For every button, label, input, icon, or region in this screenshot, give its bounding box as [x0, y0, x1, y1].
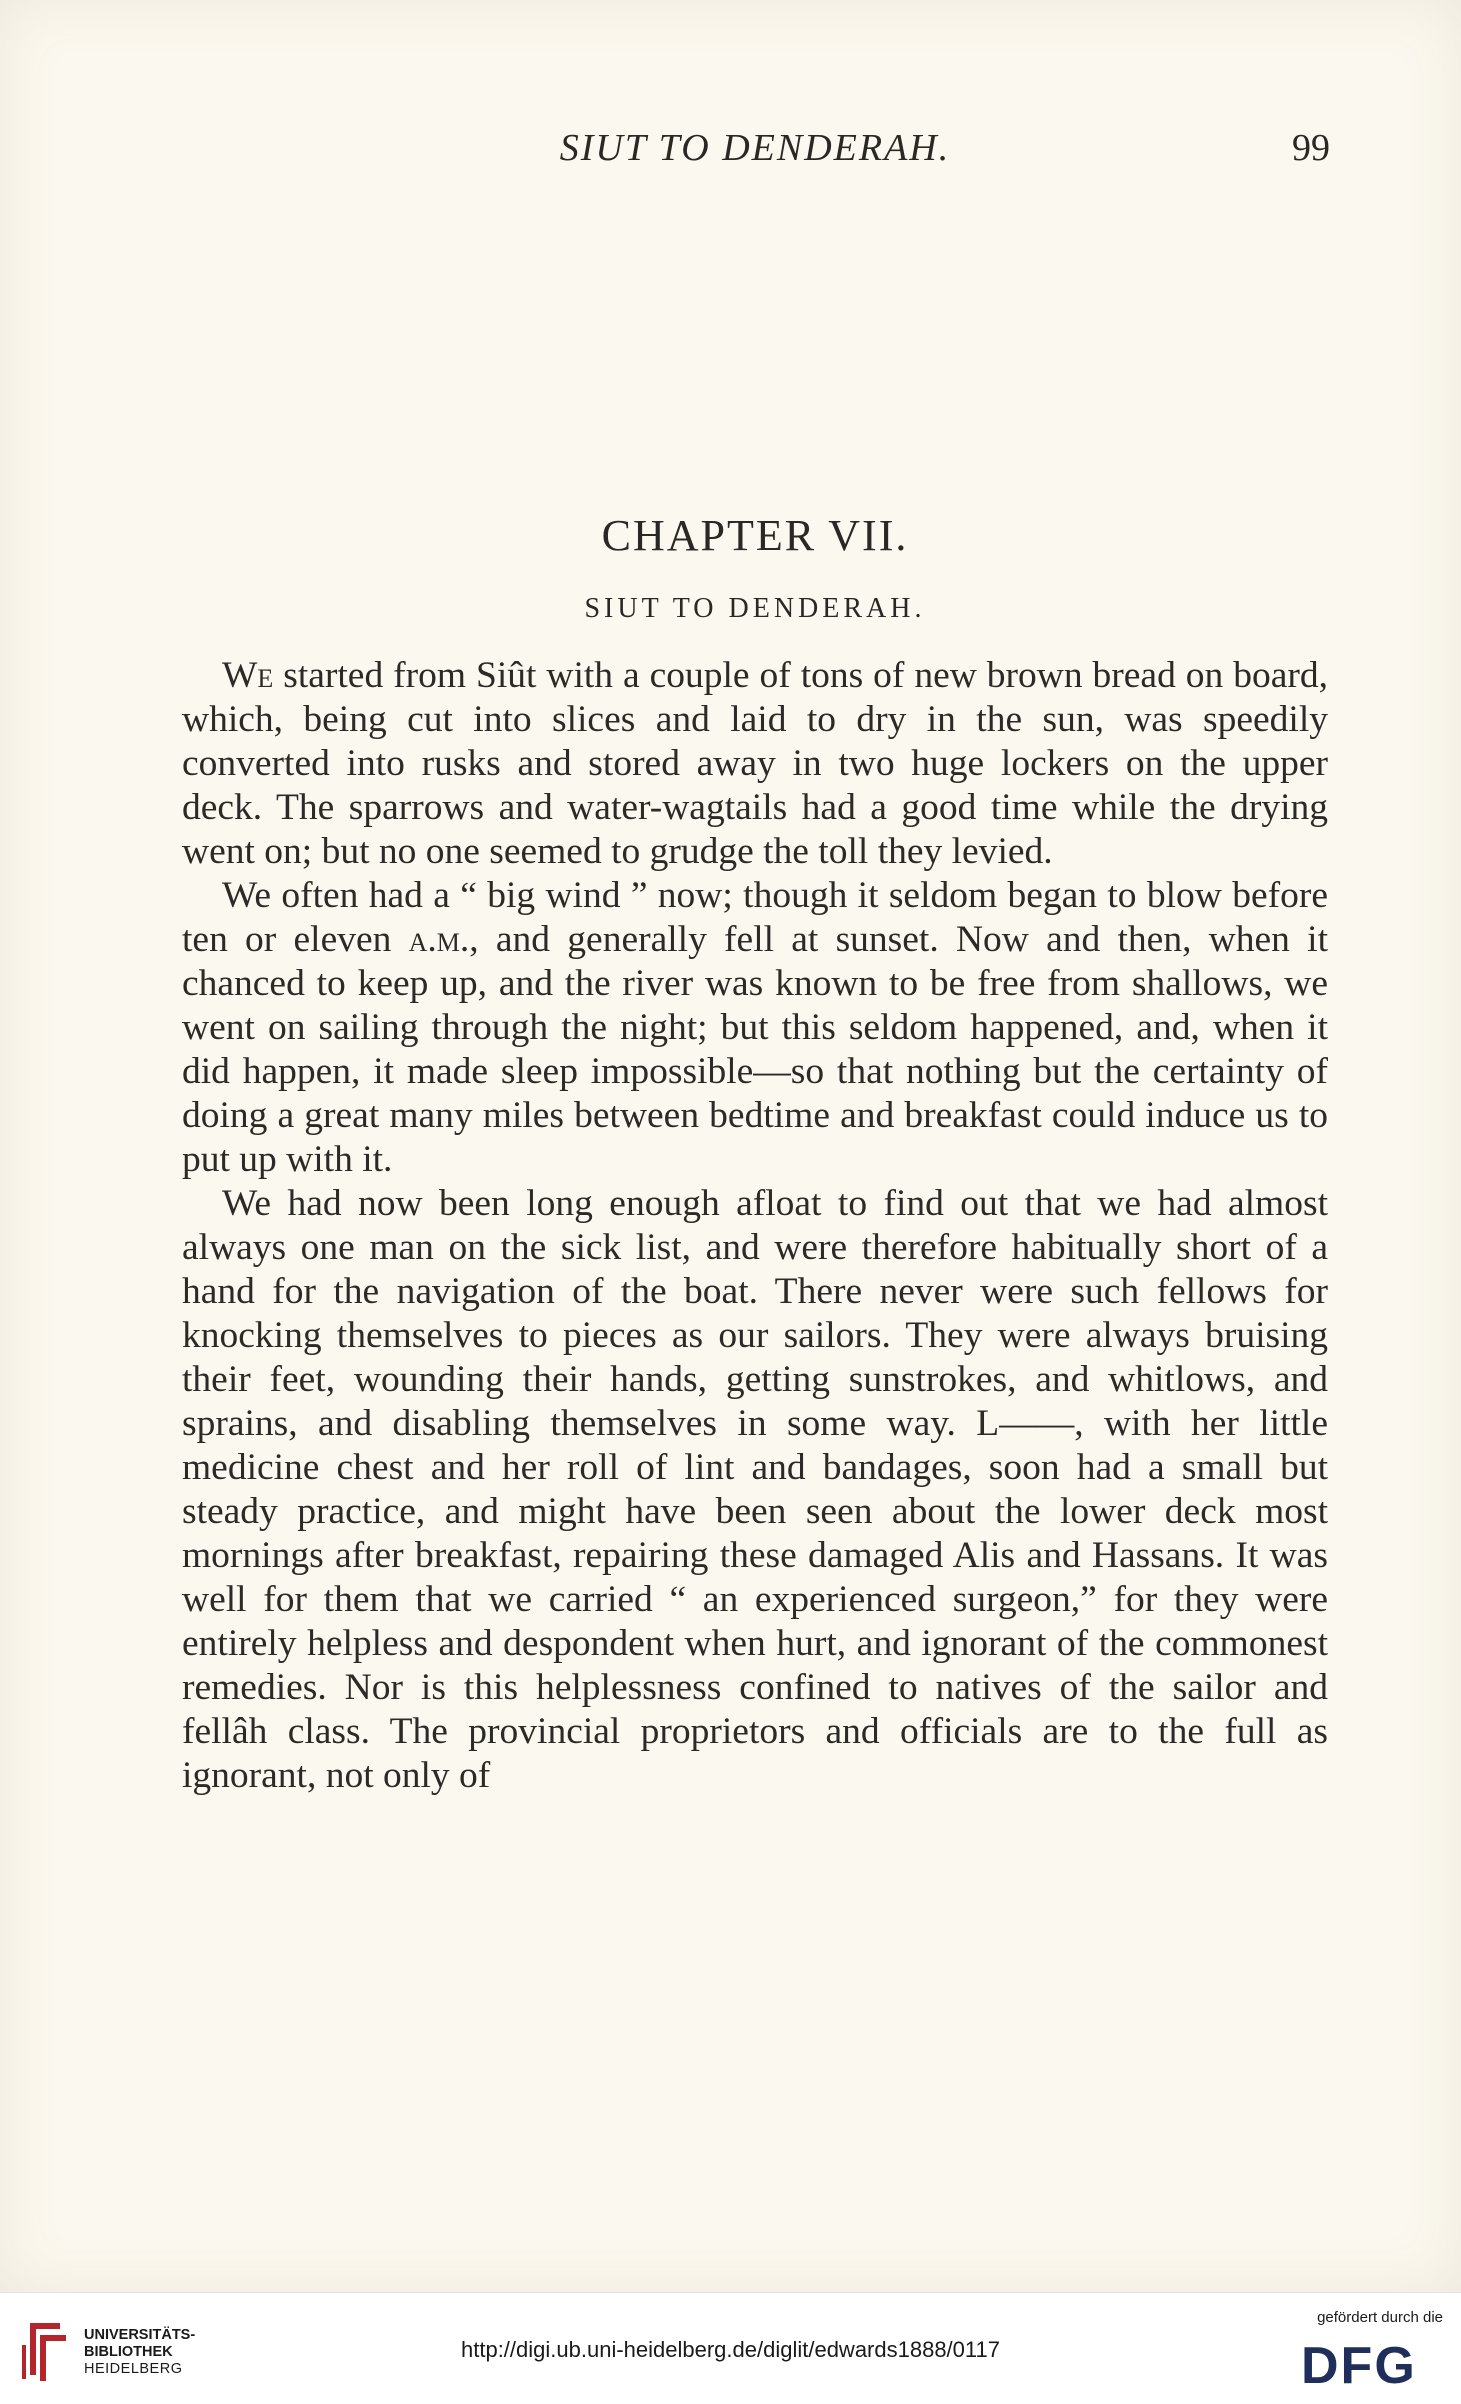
chapter-heading: CHAPTER VII.: [601, 511, 909, 560]
running-title: SIUT TO DENDERAH.: [559, 127, 951, 169]
library-name-line: UNIVERSITÄTS-: [84, 2327, 196, 2343]
library-name-line: BIBLIOTHEK: [84, 2344, 173, 2360]
small-caps-abbreviation: a.m.: [408, 919, 470, 960]
page-number: 99: [1292, 127, 1330, 169]
source-url-link[interactable]: http://digi.ub.uni-heidelberg.de/diglit/edwards1888/0117: [461, 2337, 1000, 2362]
dfg-logo-icon[interactable]: [1301, 2337, 1443, 2389]
body-text: [182, 654, 1328, 1798]
paragraph-text: started from Siût with a couple of tons of new brown bread on board, which, being cut into slices and laid to dry in the sun, was speedily converted into rusks and stored away in two huge lockers on the upper deck. The sparrows and water-wagtails had a good time while the drying went on; but no one seemed to grudge the toll they levied.: [182, 655, 1328, 872]
paragraph-text: We often had a “ big wind ” now; though it seldom began to blow before ten or eleven: [182, 875, 1328, 960]
dfg-logo-text: DFG: [1301, 2337, 1417, 2389]
funding-label: gefördert durch die: [1317, 2309, 1443, 2326]
footer-bar: [0, 2292, 1461, 2404]
paragraph-3: [182, 1182, 1328, 1798]
paragraph-text: , and generally fell at sunset. Now and then, when it chanced to keep up, and the river was known to be free from shallows, we went on sailing through the night; but this seldom happened, and, when it did happen, it made sleep impossible—so that nothing but the certainty of doing a great many miles between bedtime and breakfast could induce us to put up with it.: [182, 919, 1328, 1180]
paragraph-1: [182, 654, 1328, 874]
library-name-line: HEIDELBERG: [84, 2361, 183, 2377]
running-head: [180, 126, 1330, 186]
paragraph-2: [182, 874, 1328, 1182]
chapter-subtitle: SIUT TO DENDERAH.: [584, 593, 926, 624]
paragraph-lead: We: [222, 655, 274, 696]
paragraph-text: We had now been long enough afloat to find out that we had almost always one man on the sick list, and were therefore habitually short of a hand for the navigation of the boat. There never were such fellows for knocking themselves to pieces as our sailors. They were always bruising their feet, wounding their hands, getting sunstrokes, and whitlows, and sprains, and disabling themselves in some way. L——, with her little medicine chest and her roll of lint and bandages, soon had a small but steady practice, and might have been seen about the lower deck most mornings after breakfast, repairing these damaged Alis and Hassans. It was well for them that we carried “ an experienced surgeon,” for they were entirely helpless and despondent when hurt, and ignorant of the commonest remedies. Nor is this helplessness confined to natives of the sailor and fellâh class. The provincial proprietors and officials are to the full as ignorant, not only of: [182, 1183, 1328, 1796]
